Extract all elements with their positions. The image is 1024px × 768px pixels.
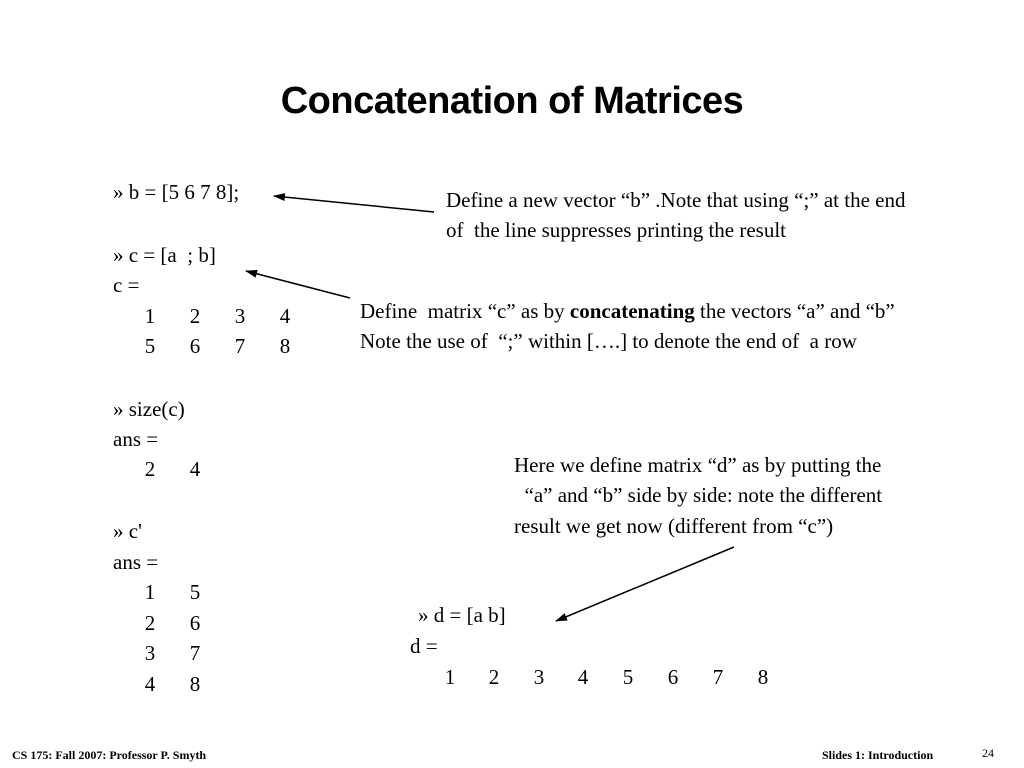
matrix-cell: 4 [577, 665, 589, 689]
note-text: Define matrix “c” as by [360, 299, 570, 323]
cmd-define-c: » c = [a ; b] [113, 243, 216, 267]
matrix-cell: 5 [189, 580, 201, 604]
note-line: result we get now (different from “c”) [514, 514, 834, 538]
matrix-cell: 4 [144, 672, 156, 696]
arrow-to-d [556, 547, 734, 621]
matrix-cell: 2 [488, 665, 500, 689]
cmd-define-b: » b = [5 6 7 8]; [113, 180, 240, 204]
note-line: Define a new vector “b” .Note that using “;” at the end [446, 188, 906, 212]
note-line: Here we define matrix “d” as by putting the [514, 453, 882, 477]
note-emphasis: concatenating [569, 299, 695, 323]
matrix-cell: 4 [279, 304, 291, 328]
note-text: the vectors “a” and “b” [694, 299, 895, 323]
note-line: of the line suppresses printing the result [446, 218, 787, 242]
note-line: Note the use of “;” within [….] to denote the end of a row [360, 329, 857, 353]
matrix-cell: 8 [757, 665, 769, 689]
matrix-cell: 6 [189, 611, 201, 635]
arrow-to-b [274, 196, 434, 212]
page-number: 24 [982, 746, 994, 760]
matrix-cell: 2 [144, 611, 156, 635]
matrix-cell: 7 [189, 641, 201, 665]
matrix-cell: 2 [144, 457, 156, 481]
cmd-define-d: » d = [a b] [418, 603, 506, 627]
footer-section: Slides 1: Introduction [822, 748, 934, 762]
matrix-cell: 1 [144, 304, 156, 328]
matrix-cell: 6 [667, 665, 679, 689]
note-line: “a” and “b” side by side: note the different [514, 483, 883, 507]
cmd-transpose: » c' [113, 519, 142, 543]
ans-label: ans = [113, 550, 159, 574]
matrix-cell: 4 [189, 457, 201, 481]
matrix-cell: 3 [144, 641, 156, 665]
matrix-cell: 7 [234, 334, 246, 358]
matrix-cell: 5 [622, 665, 634, 689]
c-output-label: c = [113, 273, 140, 297]
ans-label: ans = [113, 427, 159, 451]
matrix-cell: 1 [144, 580, 156, 604]
matrix-cell: 6 [189, 334, 201, 358]
cmd-size: » size(c) [113, 397, 185, 421]
slide-title: Concatenation of Matrices [280, 80, 744, 122]
matrix-cell: 8 [279, 334, 291, 358]
d-output-label: d = [410, 634, 438, 658]
matrix-cell: 7 [712, 665, 724, 689]
matrix-cell: 3 [234, 304, 246, 328]
matrix-cell: 3 [533, 665, 545, 689]
matrix-cell: 2 [189, 304, 201, 328]
footer-course: CS 175: Fall 2007: Professor P. Smyth [12, 748, 207, 762]
matrix-cell: 1 [444, 665, 456, 689]
matrix-cell: 5 [144, 334, 156, 358]
arrow-to-c [246, 271, 350, 298]
matrix-cell: 8 [189, 672, 201, 696]
